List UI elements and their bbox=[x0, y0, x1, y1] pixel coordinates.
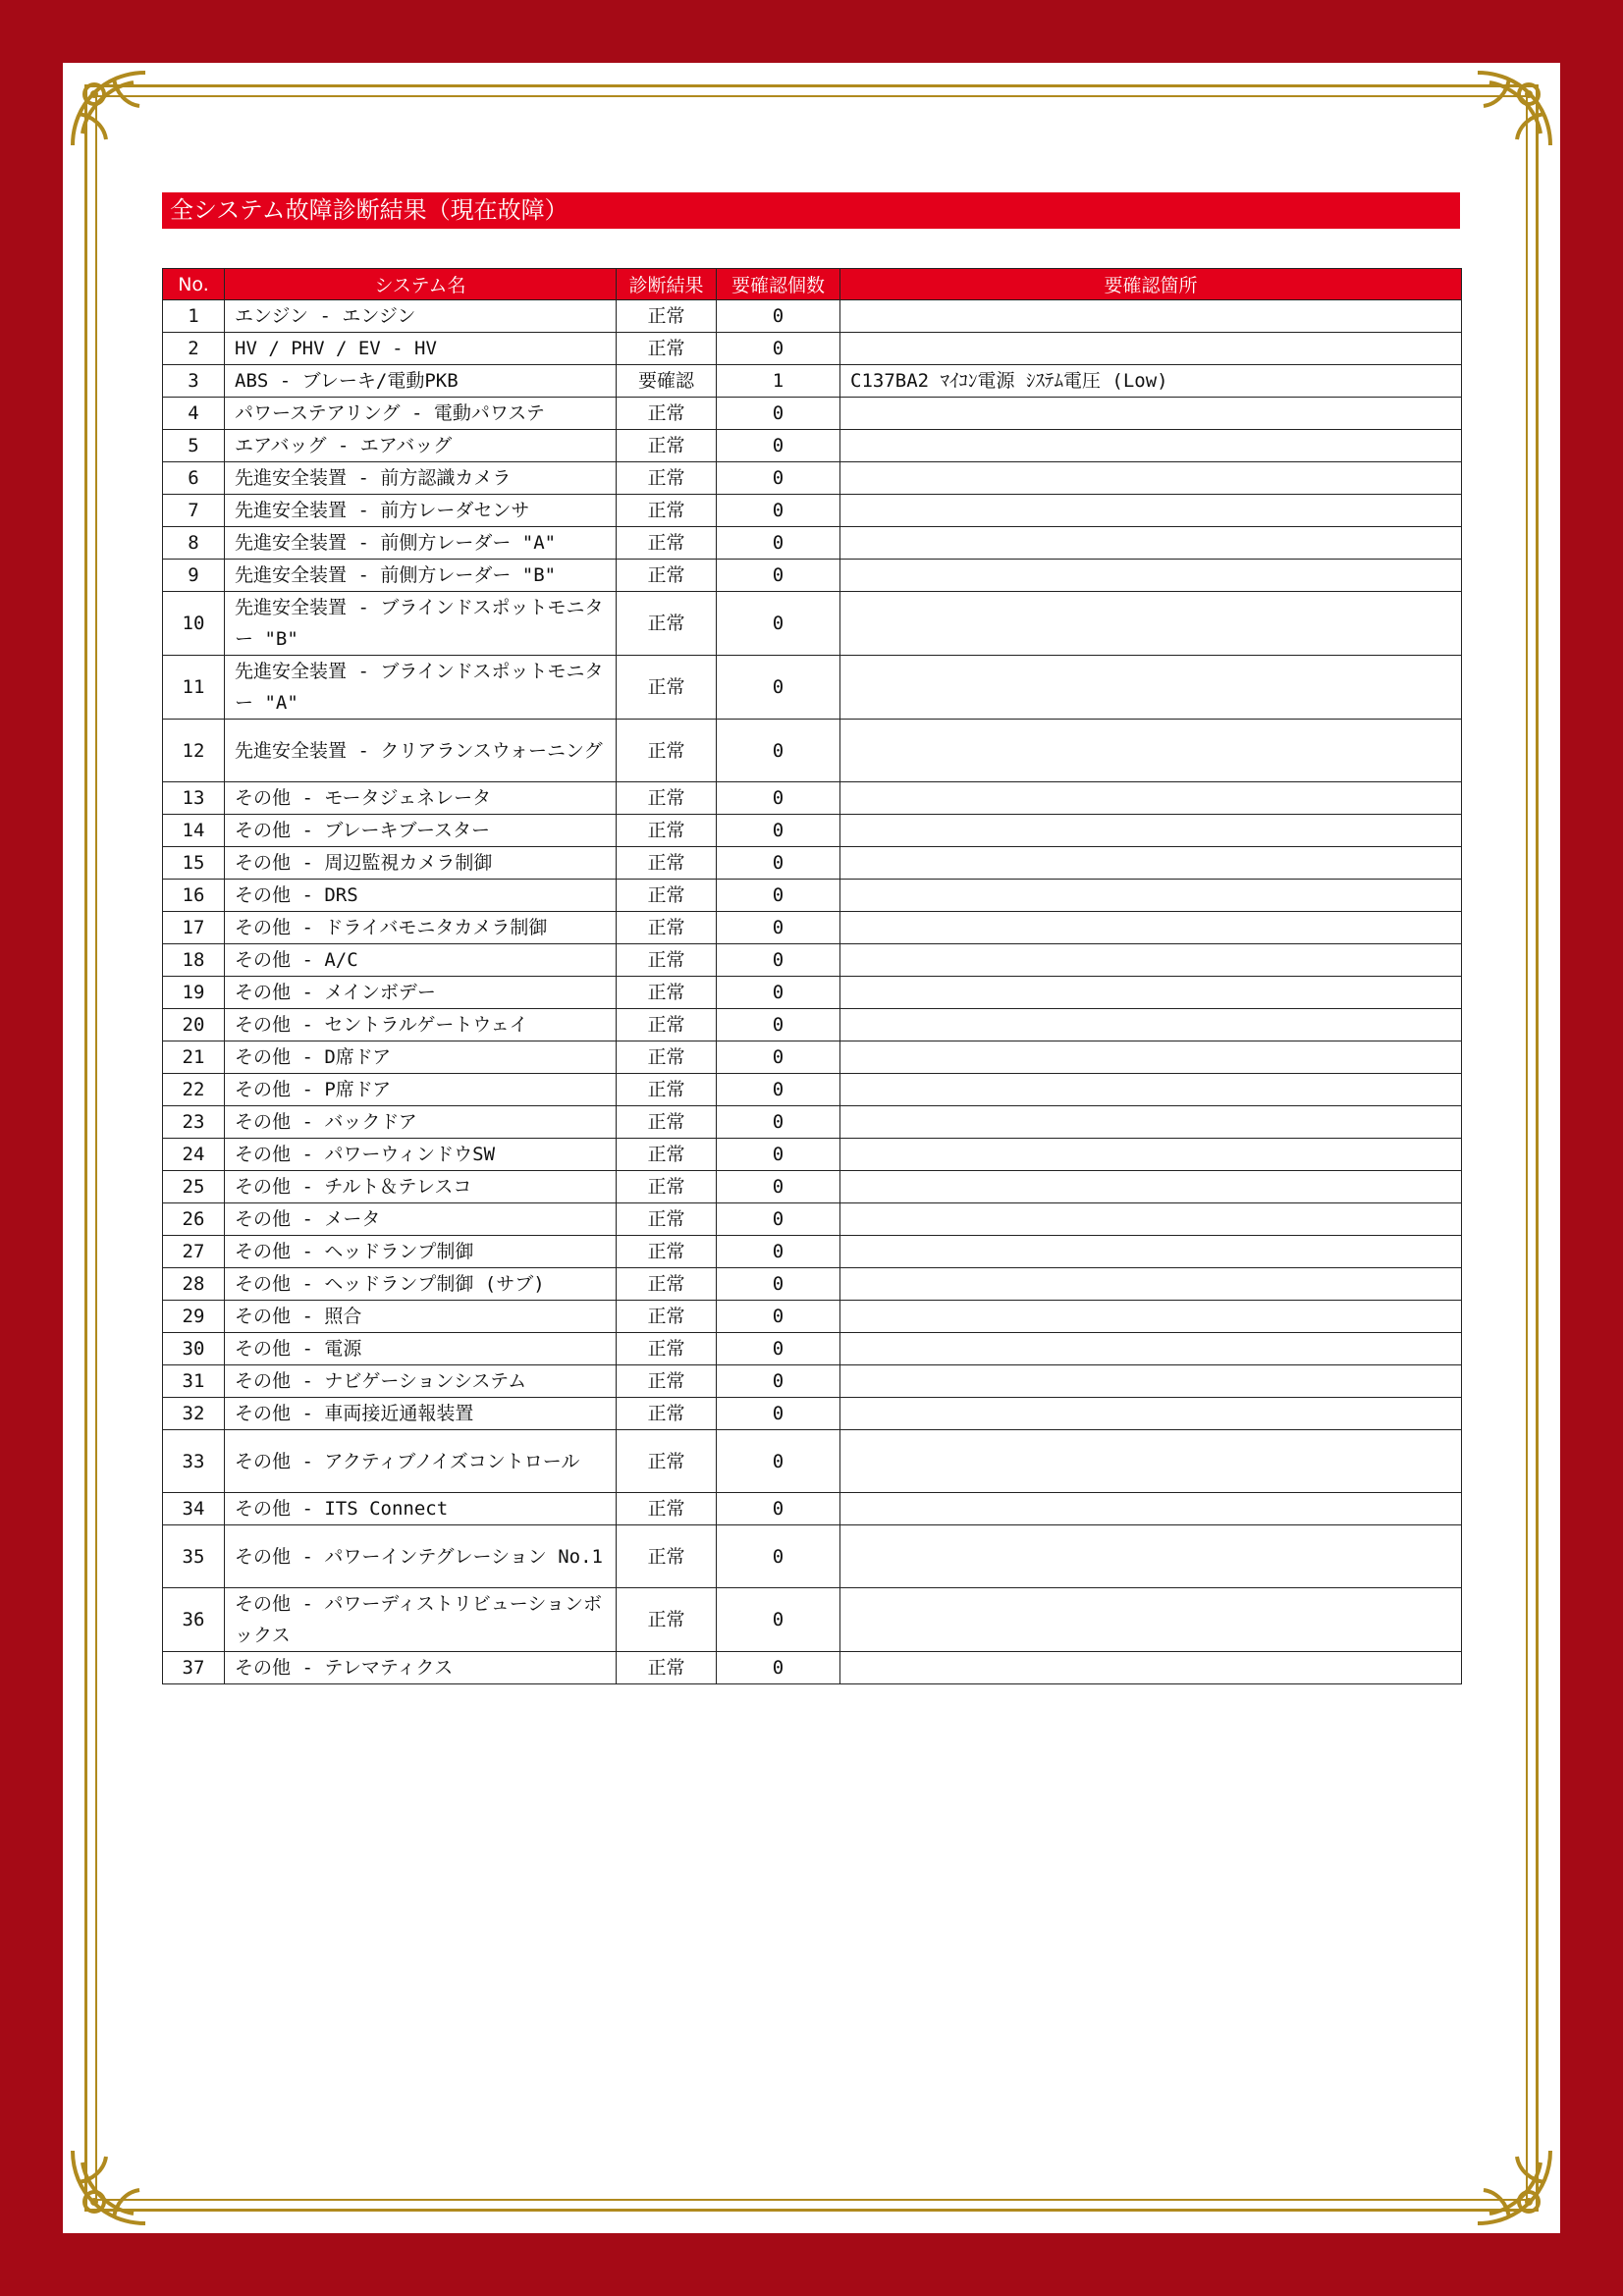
row-number: 29 bbox=[163, 1301, 225, 1333]
row-count: 0 bbox=[717, 880, 840, 912]
row-result: 正常 bbox=[617, 1268, 717, 1301]
row-location bbox=[840, 462, 1462, 495]
row-count: 0 bbox=[717, 300, 840, 333]
table-row bbox=[163, 977, 1462, 1009]
table-row bbox=[163, 1139, 1462, 1171]
table-row bbox=[163, 944, 1462, 977]
row-system-name: 先進安全装置 - クリアランスウォーニング bbox=[225, 720, 617, 782]
row-count: 0 bbox=[717, 1074, 840, 1106]
row-count: 0 bbox=[717, 1493, 840, 1525]
row-number: 26 bbox=[163, 1203, 225, 1236]
row-count: 0 bbox=[717, 1333, 840, 1365]
row-count: 0 bbox=[717, 462, 840, 495]
row-count: 0 bbox=[717, 1301, 840, 1333]
row-number: 25 bbox=[163, 1171, 225, 1203]
row-number: 17 bbox=[163, 912, 225, 944]
row-result: 正常 bbox=[617, 782, 717, 815]
row-system-name: その他 - P席ドア bbox=[225, 1074, 617, 1106]
row-number: 8 bbox=[163, 527, 225, 560]
table-row bbox=[163, 815, 1462, 847]
row-location bbox=[840, 333, 1462, 365]
row-result: 正常 bbox=[617, 1139, 717, 1171]
row-location bbox=[840, 1268, 1462, 1301]
row-count: 0 bbox=[717, 1171, 840, 1203]
row-location bbox=[840, 944, 1462, 977]
row-location bbox=[840, 847, 1462, 880]
row-result: 正常 bbox=[617, 1430, 717, 1493]
row-system-name: その他 - アクティブノイズコントロール bbox=[225, 1430, 617, 1493]
row-count: 0 bbox=[717, 1041, 840, 1074]
row-number: 10 bbox=[163, 592, 225, 656]
row-number: 1 bbox=[163, 300, 225, 333]
row-location bbox=[840, 1525, 1462, 1588]
row-result: 正常 bbox=[617, 1301, 717, 1333]
row-location bbox=[840, 977, 1462, 1009]
table-row bbox=[163, 1203, 1462, 1236]
table-row bbox=[163, 1106, 1462, 1139]
table-row bbox=[163, 1301, 1462, 1333]
row-count: 0 bbox=[717, 1009, 840, 1041]
row-location bbox=[840, 1333, 1462, 1365]
row-result: 正常 bbox=[617, 462, 717, 495]
row-system-name: その他 - ヘッドランプ制御 bbox=[225, 1236, 617, 1268]
table-row bbox=[163, 1493, 1462, 1525]
row-system-name: その他 - 周辺監視カメラ制御 bbox=[225, 847, 617, 880]
row-result: 正常 bbox=[617, 944, 717, 977]
row-result: 正常 bbox=[617, 560, 717, 592]
table-row bbox=[163, 1398, 1462, 1430]
row-count: 0 bbox=[717, 1106, 840, 1139]
table-row bbox=[163, 1041, 1462, 1074]
row-result: 要確認 bbox=[617, 365, 717, 398]
row-result: 正常 bbox=[617, 1398, 717, 1430]
row-location bbox=[840, 1398, 1462, 1430]
table-row bbox=[163, 720, 1462, 782]
row-system-name: その他 - モータジェネレータ bbox=[225, 782, 617, 815]
row-location bbox=[840, 592, 1462, 656]
table-row bbox=[163, 592, 1462, 656]
table-row bbox=[163, 1074, 1462, 1106]
row-result: 正常 bbox=[617, 1106, 717, 1139]
header-count: 要確認個数 bbox=[717, 269, 840, 300]
row-count: 0 bbox=[717, 527, 840, 560]
row-location bbox=[840, 1588, 1462, 1652]
table-row bbox=[163, 1333, 1462, 1365]
row-number: 30 bbox=[163, 1333, 225, 1365]
table-row bbox=[163, 365, 1462, 398]
row-count: 0 bbox=[717, 1268, 840, 1301]
row-result: 正常 bbox=[617, 398, 717, 430]
diagnosis-table bbox=[162, 268, 1462, 1684]
row-number: 4 bbox=[163, 398, 225, 430]
table-row bbox=[163, 1430, 1462, 1493]
table-row bbox=[163, 560, 1462, 592]
row-location bbox=[840, 720, 1462, 782]
table-row bbox=[163, 1652, 1462, 1684]
row-location bbox=[840, 1171, 1462, 1203]
table-row bbox=[163, 1588, 1462, 1652]
row-location bbox=[840, 1203, 1462, 1236]
row-result: 正常 bbox=[617, 1493, 717, 1525]
table-row bbox=[163, 333, 1462, 365]
row-result: 正常 bbox=[617, 430, 717, 462]
header-no: No. bbox=[163, 269, 225, 300]
row-system-name: その他 - テレマティクス bbox=[225, 1652, 617, 1684]
row-number: 2 bbox=[163, 333, 225, 365]
row-count: 0 bbox=[717, 592, 840, 656]
row-location bbox=[840, 495, 1462, 527]
row-system-name: その他 - セントラルゲートウェイ bbox=[225, 1009, 617, 1041]
row-result: 正常 bbox=[617, 912, 717, 944]
row-count: 0 bbox=[717, 398, 840, 430]
row-system-name: その他 - メータ bbox=[225, 1203, 617, 1236]
row-system-name: 先進安全装置 - 前方レーダセンサ bbox=[225, 495, 617, 527]
row-system-name: ABS - ブレーキ/電動PKB bbox=[225, 365, 617, 398]
row-number: 11 bbox=[163, 656, 225, 720]
row-number: 18 bbox=[163, 944, 225, 977]
row-system-name: その他 - ブレーキブースター bbox=[225, 815, 617, 847]
table-row bbox=[163, 1236, 1462, 1268]
row-result: 正常 bbox=[617, 977, 717, 1009]
row-result: 正常 bbox=[617, 1236, 717, 1268]
row-count: 0 bbox=[717, 912, 840, 944]
row-number: 9 bbox=[163, 560, 225, 592]
table-row bbox=[163, 1268, 1462, 1301]
row-count: 0 bbox=[717, 333, 840, 365]
row-system-name: 先進安全装置 - 前側方レーダー "B" bbox=[225, 560, 617, 592]
row-number: 22 bbox=[163, 1074, 225, 1106]
row-system-name: 先進安全装置 - 前方認識カメラ bbox=[225, 462, 617, 495]
row-location bbox=[840, 1236, 1462, 1268]
row-result: 正常 bbox=[617, 1588, 717, 1652]
row-location bbox=[840, 430, 1462, 462]
table-body bbox=[163, 300, 1462, 1684]
row-location bbox=[840, 815, 1462, 847]
row-system-name: その他 - パワーインテグレーション No.1 bbox=[225, 1525, 617, 1588]
row-system-name: その他 - パワーウィンドウSW bbox=[225, 1139, 617, 1171]
row-number: 27 bbox=[163, 1236, 225, 1268]
row-system-name: 先進安全装置 - 前側方レーダー "A" bbox=[225, 527, 617, 560]
row-location bbox=[840, 1493, 1462, 1525]
row-result: 正常 bbox=[617, 300, 717, 333]
row-system-name: その他 - ヘッドランプ制御 (サブ) bbox=[225, 1268, 617, 1301]
row-count: 0 bbox=[717, 430, 840, 462]
row-number: 5 bbox=[163, 430, 225, 462]
row-system-name: その他 - バックドア bbox=[225, 1106, 617, 1139]
row-system-name: エンジン - エンジン bbox=[225, 300, 617, 333]
row-system-name: その他 - DRS bbox=[225, 880, 617, 912]
row-number: 13 bbox=[163, 782, 225, 815]
row-count: 0 bbox=[717, 1588, 840, 1652]
row-number: 37 bbox=[163, 1652, 225, 1684]
row-count: 0 bbox=[717, 720, 840, 782]
table-row bbox=[163, 912, 1462, 944]
corner-ornament-icon bbox=[1470, 65, 1558, 153]
row-count: 0 bbox=[717, 1236, 840, 1268]
row-system-name: その他 - ドライバモニタカメラ制御 bbox=[225, 912, 617, 944]
table-row bbox=[163, 495, 1462, 527]
table-row bbox=[163, 527, 1462, 560]
row-location bbox=[840, 527, 1462, 560]
header-location: 要確認箇所 bbox=[840, 269, 1462, 300]
row-count: 0 bbox=[717, 815, 840, 847]
row-result: 正常 bbox=[617, 495, 717, 527]
page-title: 全システム故障診断結果（現在故障） bbox=[162, 192, 1460, 229]
row-location bbox=[840, 1139, 1462, 1171]
row-system-name: パワーステアリング - 電動パワステ bbox=[225, 398, 617, 430]
row-system-name: その他 - チルト＆テレスコ bbox=[225, 1171, 617, 1203]
row-number: 32 bbox=[163, 1398, 225, 1430]
row-number: 19 bbox=[163, 977, 225, 1009]
table-row bbox=[163, 1525, 1462, 1588]
row-result: 正常 bbox=[617, 1203, 717, 1236]
row-system-name: その他 - D席ドア bbox=[225, 1041, 617, 1074]
table-row bbox=[163, 1171, 1462, 1203]
row-result: 正常 bbox=[617, 1652, 717, 1684]
row-count: 0 bbox=[717, 1139, 840, 1171]
row-number: 31 bbox=[163, 1365, 225, 1398]
row-number: 6 bbox=[163, 462, 225, 495]
row-result: 正常 bbox=[617, 1365, 717, 1398]
row-location bbox=[840, 1106, 1462, 1139]
row-system-name: その他 - メインボデー bbox=[225, 977, 617, 1009]
row-system-name: その他 - パワーディストリビューションボックス bbox=[225, 1588, 617, 1652]
table-row bbox=[163, 300, 1462, 333]
row-count: 1 bbox=[717, 365, 840, 398]
row-number: 23 bbox=[163, 1106, 225, 1139]
row-result: 正常 bbox=[617, 815, 717, 847]
row-count: 0 bbox=[717, 656, 840, 720]
row-result: 正常 bbox=[617, 1171, 717, 1203]
row-number: 3 bbox=[163, 365, 225, 398]
row-system-name: エアバッグ - エアバッグ bbox=[225, 430, 617, 462]
row-location bbox=[840, 912, 1462, 944]
row-location: C137BA2 ﾏｲｺﾝ電源 ｼｽﾃﾑ電圧 (Low) bbox=[840, 365, 1462, 398]
row-location bbox=[840, 1074, 1462, 1106]
table-row bbox=[163, 656, 1462, 720]
row-count: 0 bbox=[717, 1430, 840, 1493]
row-result: 正常 bbox=[617, 1333, 717, 1365]
row-count: 0 bbox=[717, 944, 840, 977]
row-number: 36 bbox=[163, 1588, 225, 1652]
row-location bbox=[840, 880, 1462, 912]
header-result: 診断結果 bbox=[617, 269, 717, 300]
row-system-name: その他 - 電源 bbox=[225, 1333, 617, 1365]
row-location bbox=[840, 1430, 1462, 1493]
row-result: 正常 bbox=[617, 880, 717, 912]
row-number: 15 bbox=[163, 847, 225, 880]
row-result: 正常 bbox=[617, 527, 717, 560]
row-system-name: その他 - 照合 bbox=[225, 1301, 617, 1333]
row-result: 正常 bbox=[617, 1041, 717, 1074]
row-location bbox=[840, 1301, 1462, 1333]
row-location bbox=[840, 1041, 1462, 1074]
row-count: 0 bbox=[717, 847, 840, 880]
row-number: 12 bbox=[163, 720, 225, 782]
row-system-name: その他 - A/C bbox=[225, 944, 617, 977]
row-count: 0 bbox=[717, 495, 840, 527]
row-result: 正常 bbox=[617, 847, 717, 880]
header-system-name: システム名 bbox=[225, 269, 617, 300]
row-result: 正常 bbox=[617, 1525, 717, 1588]
row-number: 14 bbox=[163, 815, 225, 847]
table-row bbox=[163, 880, 1462, 912]
row-count: 0 bbox=[717, 1652, 840, 1684]
row-number: 24 bbox=[163, 1139, 225, 1171]
row-number: 7 bbox=[163, 495, 225, 527]
row-result: 正常 bbox=[617, 1074, 717, 1106]
row-count: 0 bbox=[717, 782, 840, 815]
row-system-name: 先進安全装置 - ブラインドスポットモニター "B" bbox=[225, 592, 617, 656]
row-result: 正常 bbox=[617, 656, 717, 720]
table-row bbox=[163, 1009, 1462, 1041]
table-row bbox=[163, 398, 1462, 430]
row-count: 0 bbox=[717, 1203, 840, 1236]
corner-ornament-icon bbox=[65, 65, 153, 153]
table-row bbox=[163, 462, 1462, 495]
row-result: 正常 bbox=[617, 720, 717, 782]
row-result: 正常 bbox=[617, 1009, 717, 1041]
corner-ornament-icon bbox=[65, 2143, 153, 2231]
row-count: 0 bbox=[717, 560, 840, 592]
row-system-name: HV / PHV / EV - HV bbox=[225, 333, 617, 365]
row-count: 0 bbox=[717, 1398, 840, 1430]
row-count: 0 bbox=[717, 1525, 840, 1588]
table-row bbox=[163, 847, 1462, 880]
row-number: 21 bbox=[163, 1041, 225, 1074]
row-count: 0 bbox=[717, 1365, 840, 1398]
row-result: 正常 bbox=[617, 333, 717, 365]
table-header-row bbox=[163, 269, 1462, 300]
table-row bbox=[163, 430, 1462, 462]
row-number: 35 bbox=[163, 1525, 225, 1588]
row-location bbox=[840, 1365, 1462, 1398]
row-location bbox=[840, 398, 1462, 430]
row-location bbox=[840, 560, 1462, 592]
table-row bbox=[163, 782, 1462, 815]
row-system-name: 先進安全装置 - ブラインドスポットモニター "A" bbox=[225, 656, 617, 720]
row-number: 16 bbox=[163, 880, 225, 912]
corner-ornament-icon bbox=[1470, 2143, 1558, 2231]
table-row bbox=[163, 1365, 1462, 1398]
row-system-name: その他 - 車両接近通報装置 bbox=[225, 1398, 617, 1430]
row-count: 0 bbox=[717, 977, 840, 1009]
row-result: 正常 bbox=[617, 592, 717, 656]
row-number: 28 bbox=[163, 1268, 225, 1301]
row-number: 34 bbox=[163, 1493, 225, 1525]
row-number: 20 bbox=[163, 1009, 225, 1041]
row-location bbox=[840, 656, 1462, 720]
row-location bbox=[840, 1009, 1462, 1041]
row-system-name: その他 - ナビゲーションシステム bbox=[225, 1365, 617, 1398]
row-location bbox=[840, 1652, 1462, 1684]
row-location bbox=[840, 782, 1462, 815]
row-number: 33 bbox=[163, 1430, 225, 1493]
row-location bbox=[840, 300, 1462, 333]
row-system-name: その他 - ITS Connect bbox=[225, 1493, 617, 1525]
